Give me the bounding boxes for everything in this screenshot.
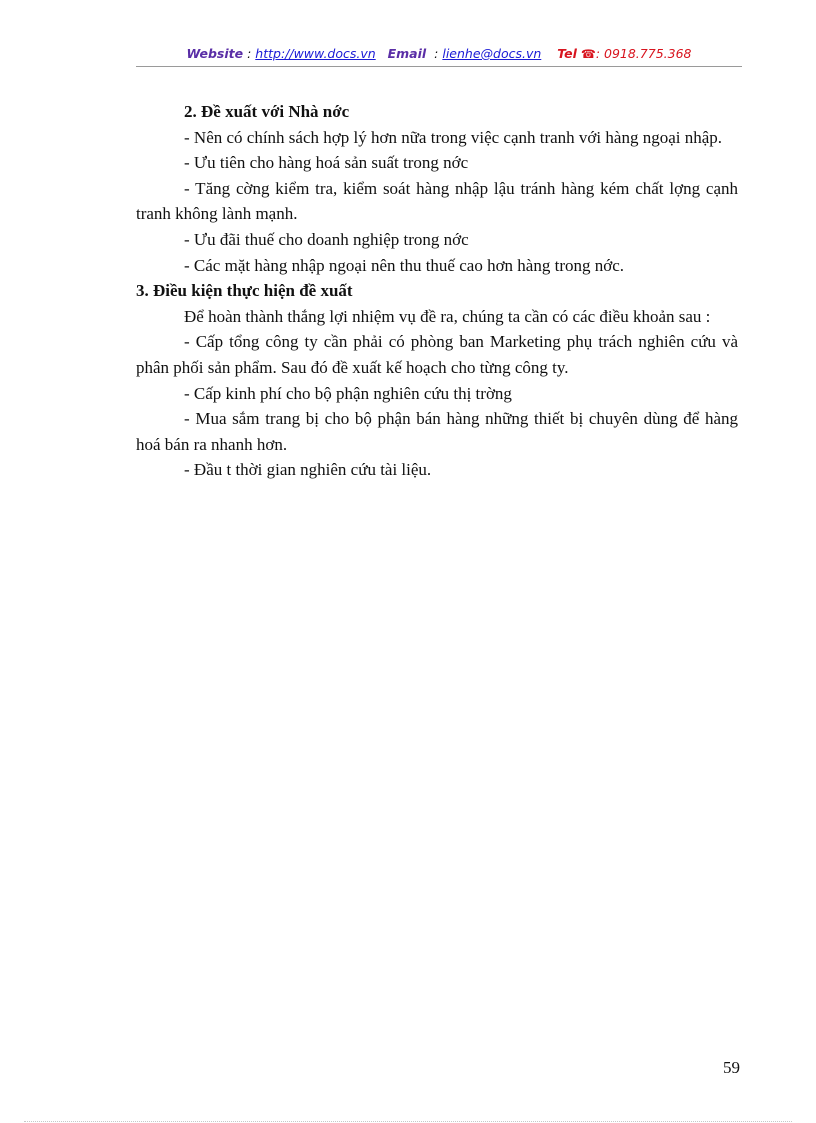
section-3-item: - Cấp kinh phí cho bộ phận nghiên cứu thị trờng (184, 383, 512, 403)
section-3-item: - Đầu t thời gian nghiên cứu tài liệu. (184, 460, 432, 480)
phone-icon: ☎ (580, 47, 596, 61)
section-3-heading: 3. Điều kiện thực hiện đề xuất (136, 281, 353, 301)
section-3-item: - Cấp tổng công ty cần phải có phòng ban Marketing phụ trách nghiên cứu và phân phối sản phẩm. Sau đó đề xuất kế hoạch cho từng công ty. (136, 332, 738, 377)
section-3-item: - Mua sắm trang bị cho bộ phận bán hàng những thiết bị chuyên dùng để hàng hoá bán ra nhanh hơn. (136, 409, 738, 454)
document-body (136, 99, 738, 483)
website-link[interactable]: http://www.docs.vn (255, 46, 376, 61)
page-header (136, 46, 742, 61)
email-label: Email (387, 46, 427, 61)
tel-number: : 0918.775.368 (595, 46, 692, 61)
page-number: 59 (723, 1058, 740, 1077)
section-3-intro: Để hoàn thành thắng lợi nhiệm vụ đề ra, chúng ta cần có các điều khoản sau : (184, 306, 711, 326)
section-2-item: - Nên có chính sách hợp lý hơn nữa trong việc cạnh tranh với hàng ngoại nhập. (184, 127, 723, 147)
section-2-item: - Ưu đãi thuế cho doanh nghiệp trong nớc (184, 229, 469, 249)
page-bottom-border (24, 1121, 792, 1122)
section-2-item: - Tăng cờng kiểm tra, kiểm soát hàng nhập lậu tránh hàng kém chất lợng cạnh tranh không lành mạnh. (136, 178, 738, 224)
email-separator: : (430, 46, 443, 61)
website-separator: : (243, 46, 256, 61)
email-link[interactable]: lienhe@docs.vn (442, 46, 542, 61)
section-2-item: - Các mặt hàng nhập ngoại nên thu thuế cao hơn hàng trong nớc. (184, 255, 625, 275)
header-divider (136, 66, 742, 67)
section-2-item: - Ưu tiên cho hàng hoá sản suất trong nớc (184, 153, 469, 173)
website-label: Website (186, 46, 244, 61)
tel-label: Tel (557, 46, 577, 61)
section-2-heading: 2. Đề xuất với Nhà nớc (184, 102, 350, 121)
